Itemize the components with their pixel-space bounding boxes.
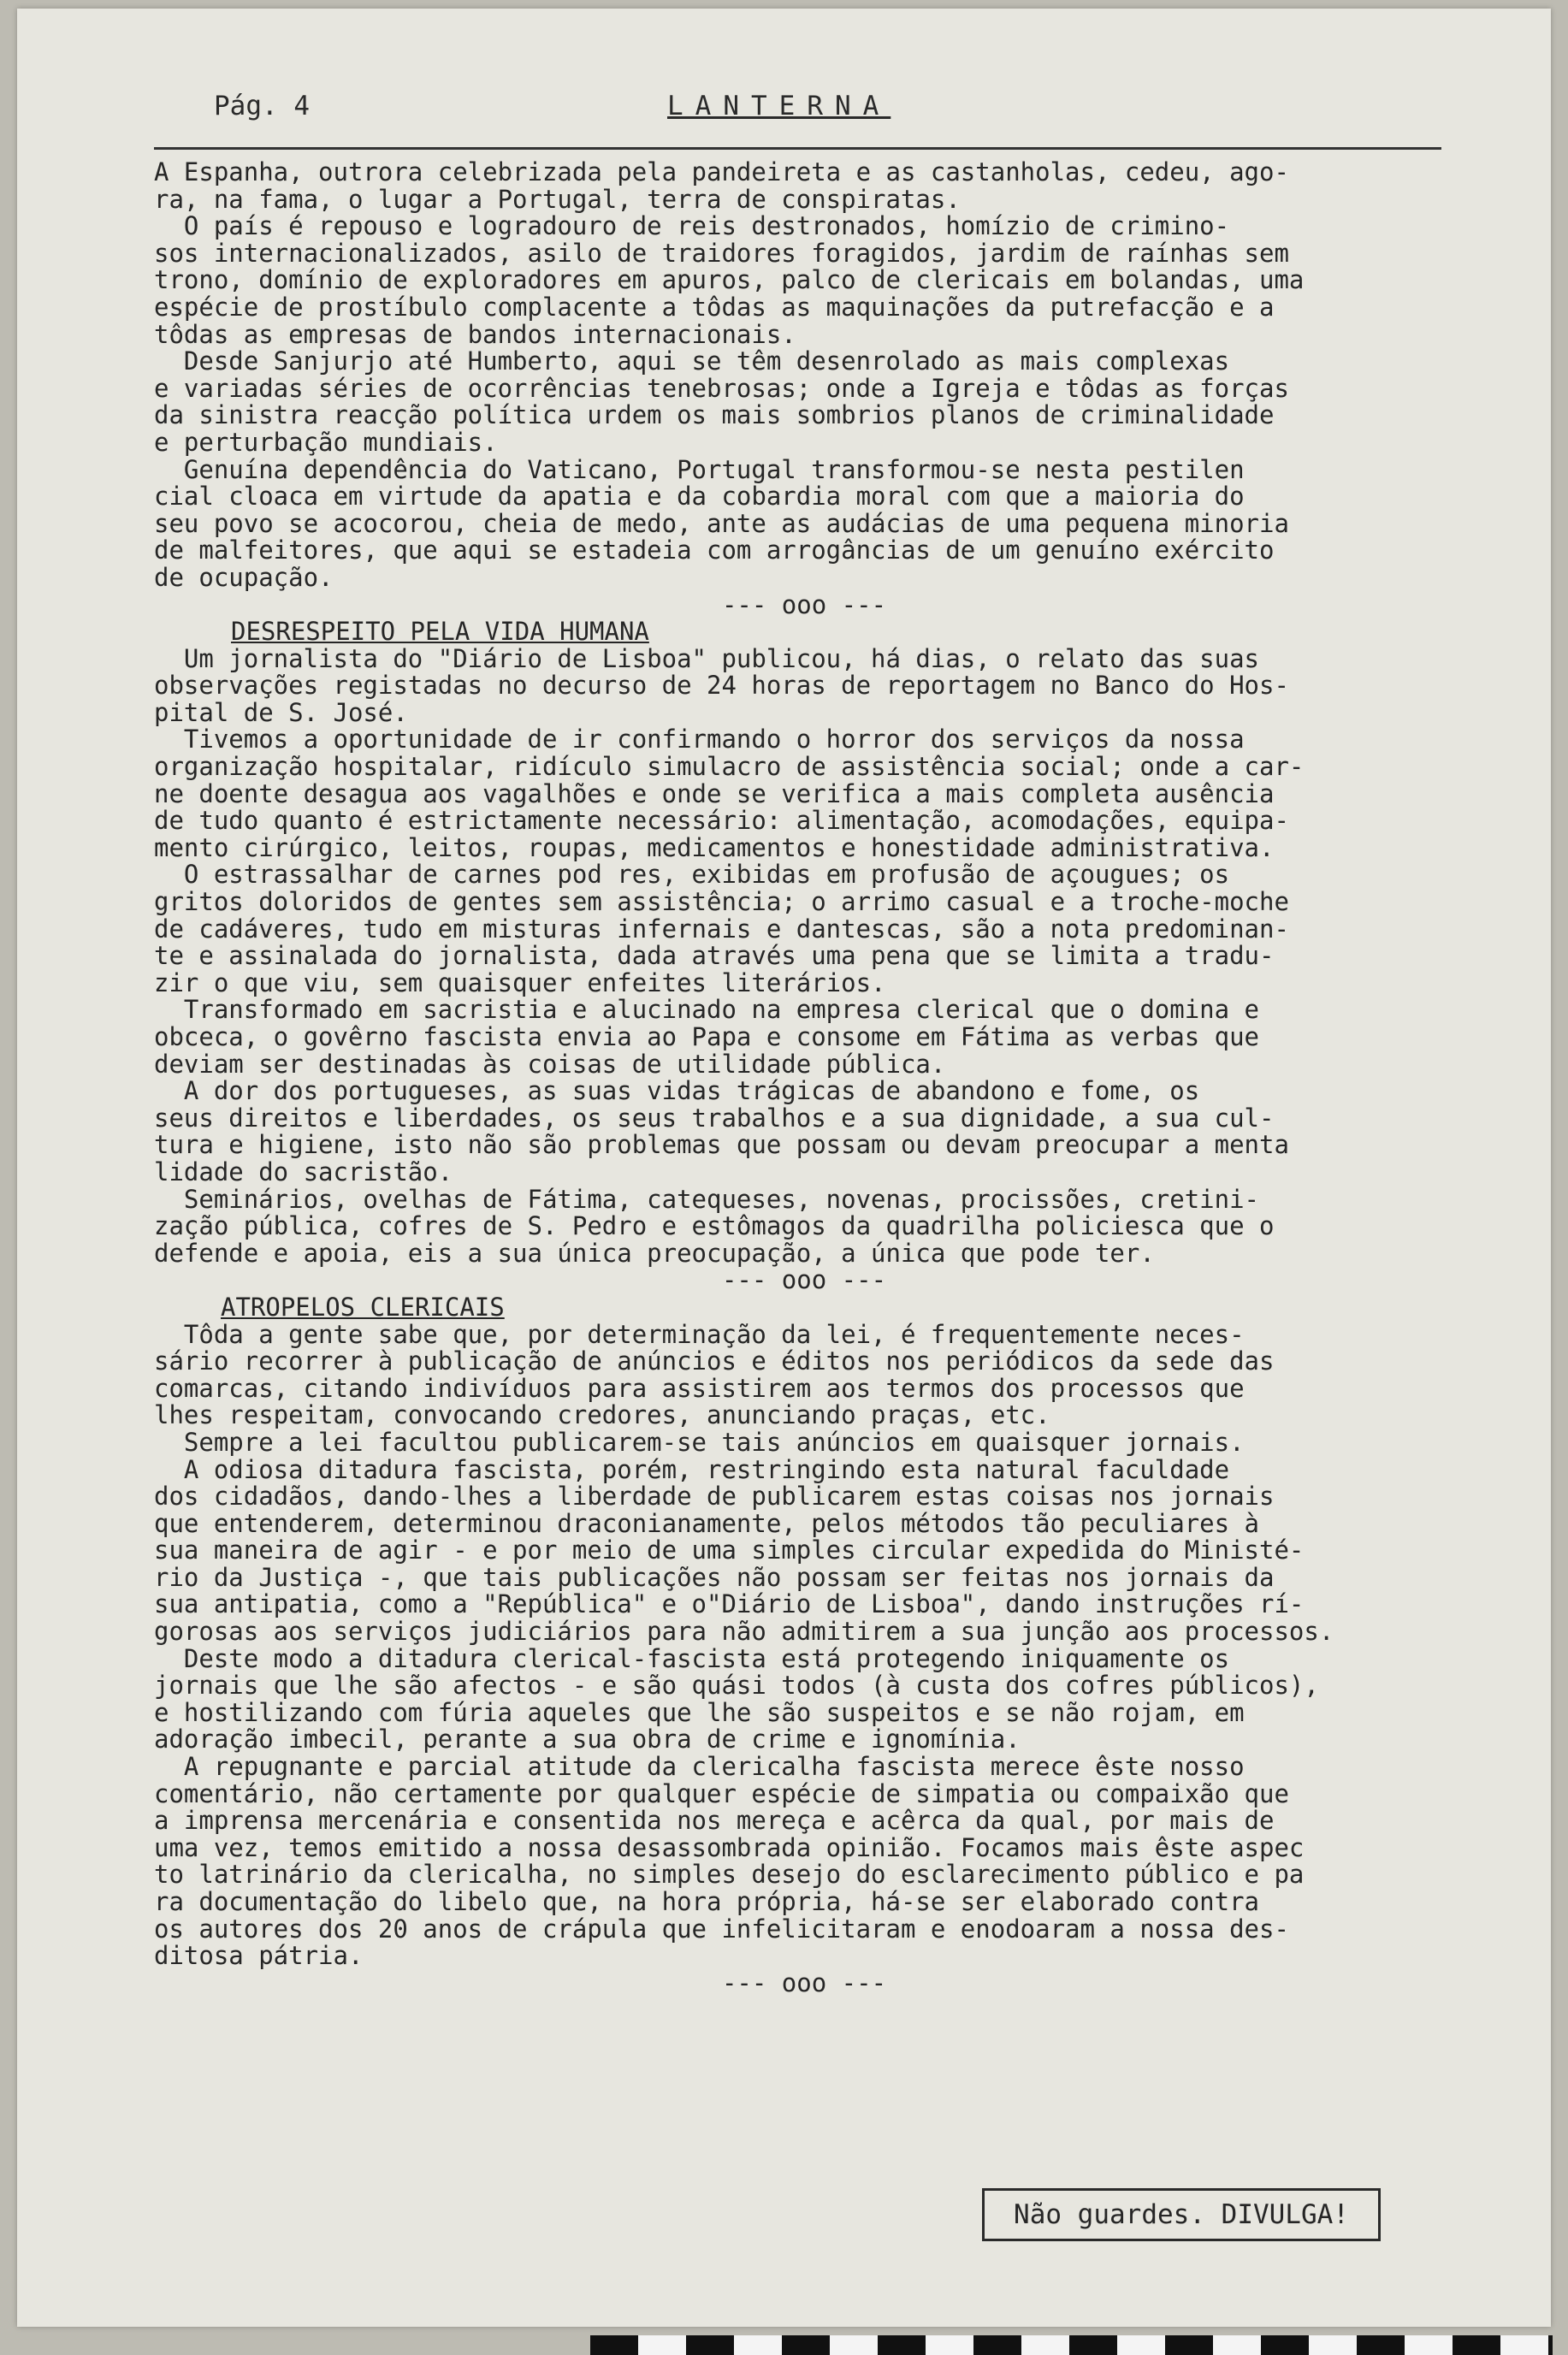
text-line: Genuína dependência do Vaticano, Portugal transformou-se nesta pestilen <box>154 454 1245 484</box>
text-line: ra documentação do libelo que, na hora própria, há-se ser elaborado contra <box>154 1887 1260 1916</box>
text-line: comarcas, citando indivíduos para assistirem aos termos dos processos que <box>154 1373 1245 1403</box>
text-line: dos cidadãos, dando-lhes a liberdade de publicarem estas coisas nos jornais <box>154 1482 1275 1512</box>
text-line: organização hospitalar, ridículo simulacro de assistência social; onde a car- <box>154 752 1305 782</box>
text-line: jornais que lhe são afectos - e são quási todos (à custa dos cofres públicos), <box>154 1671 1319 1701</box>
text-line: comentário, não certamente por qualquer espécie de simpatia ou compaixão que <box>154 1778 1289 1808</box>
text-line: Tivemos a oportunidade de ir confirmando o horror dos serviços da nossa <box>154 725 1245 754</box>
text-line: e perturbação mundiais. <box>154 427 498 457</box>
text-line: cial cloaca em virtude da apatia e da cobardia moral com que a maioria do <box>154 482 1245 512</box>
text-line: adoração imbecil, perante a sua obra de crime e ignomínia. <box>154 1725 1021 1754</box>
text-line: zação pública, cofres de S. Pedro e estômagos da quadrilha policiesca que o <box>154 1211 1275 1241</box>
text-line: Transformado em sacristia e alucinado na empresa clerical que o domina e <box>154 995 1260 1025</box>
text-line: de ocupação. <box>154 562 334 592</box>
separator: --- ooo --- <box>721 1265 887 1295</box>
page-number: Pág. 4 <box>214 91 310 121</box>
text-line: tôdas as empresas de bandos internacionais. <box>154 319 796 349</box>
text-line: A odiosa ditadura fascista, porém, restringindo esta natural faculdade <box>154 1454 1230 1484</box>
text-line: ditosa pátria. <box>154 1941 364 1971</box>
text-line: os autores dos 20 anos de crápula que infelicitaram e enodoaram a nossa des- <box>154 1914 1289 1944</box>
text-line: A dor dos portugueses, as suas vidas trágicas de abandono e fome, os <box>154 1076 1200 1106</box>
text-line: uma vez, temos emitido a nossa desassombrada opinião. Focamos mais êste aspec <box>154 1832 1305 1862</box>
text-line: deviam ser destinadas às coisas de utilidade pública. <box>154 1049 946 1079</box>
text-line: A Espanha, outrora celebrizada pela pandeireta e as castanholas, cedeu, ago- <box>154 157 1289 186</box>
text-line: O estrassalhar de carnes pod res, exibidas em profusão de açougues; os <box>154 860 1230 890</box>
text-line: a imprensa mercenária e consentida nos mereça e acêrca da qual, por mais de <box>154 1806 1275 1836</box>
text-line: A repugnante e parcial atitude da clericalha fascista merece êste nosso <box>154 1752 1245 1782</box>
closing-slogan-box <box>982 2188 1381 2241</box>
separator: --- ooo --- <box>721 589 887 619</box>
text-line: seu povo se acocorou, cheia de medo, ante as audácias de uma pequena minoria <box>154 508 1289 538</box>
text-line: to latrinário da clericalha, no simples desejo do esclarecimento público e pa <box>154 1860 1305 1890</box>
text-line: gritos doloridos de gentes sem assistência; o arrimo casual e a troche-moche <box>154 887 1289 917</box>
text-line: e variadas séries de ocorrências tenebrosas; onde a Igreja e tôdas as forças <box>154 373 1289 403</box>
text-line: espécie de prostíbulo complacente a tôdas as maquinações da putrefacção e a <box>154 292 1275 322</box>
text-line: zir o que viu, sem quaisquer enfeites literários. <box>154 967 886 997</box>
text-line: de cadáveres, tudo em misturas infernais e dantescas, são a nota predominan- <box>154 914 1289 944</box>
text-line: da sinistra reacção política urdem os mais sombrios planos de criminalidade <box>154 400 1275 430</box>
text-line: lhes respeitam, convocando credores, anunciando praças, etc. <box>154 1400 1050 1430</box>
text-line: seus direitos e liberdades, os seus trabalhos e a sua dignidade, a sua cul- <box>154 1103 1275 1133</box>
separator: --- ooo --- <box>721 1967 887 1997</box>
text-line: te e assinalada do jornalista, dada através uma pena que se limita a tradu- <box>154 941 1275 971</box>
document-body <box>154 159 1454 1997</box>
text-line: gorosas aos serviços judiciários para não admitirem a sua junção aos processos. <box>154 1617 1334 1647</box>
article-intro <box>154 159 1454 592</box>
text-line: Desde Sanjurjo até Humberto, aqui se têm desenrolado as mais complexas <box>154 346 1230 376</box>
text-line: sua antipatia, como a "República" e o"Diário de Lisboa", dando instruções rí- <box>154 1589 1305 1619</box>
text-line: que entenderem, determinou draconianamente, pelos métodos tão peculiares à <box>154 1508 1260 1538</box>
scale-bar <box>590 2335 1553 2355</box>
text-line: tura e higiene, isto não são problemas que possam ou devam preocupar a menta <box>154 1130 1289 1160</box>
text-line: Um jornalista do "Diário de Lisboa" publicou, há dias, o relato das suas <box>154 643 1260 673</box>
masthead-title: LANTERNA <box>667 91 891 121</box>
section-desrespeito-text <box>154 643 1454 1268</box>
text-line: pital de S. José. <box>154 697 408 727</box>
text-line: sos internacionalizados, asilo de traidores foragidos, jardim de raínhas sem <box>154 238 1289 268</box>
text-line: de malfeitores, que aqui se estadeia com arrogâncias de um genuíno exército <box>154 535 1275 565</box>
text-line: sua maneira de agir - e por meio de uma simples circular expedida do Ministé- <box>154 1535 1305 1565</box>
text-line: rio da Justiça -, que tais publicações não possam ser feitas nos jornais da <box>154 1562 1275 1592</box>
text-line: O país é repouso e logradouro de reis destronados, homízio de crimino- <box>154 211 1230 241</box>
text-line: obceca, o govêrno fascista envia ao Papa e consome em Fátima as verbas que <box>154 1022 1260 1051</box>
closing-slogan: Não guardes. DIVULGA! <box>1014 2199 1349 2230</box>
text-line: Seminários, ovelhas de Fátima, catequeses, novenas, procissões, cretini- <box>154 1184 1260 1214</box>
text-line: observações registadas no decurso de 24 horas de reportagem no Banco do Hos- <box>154 671 1289 701</box>
text-line: e hostilizando com fúria aqueles que lhe são suspeitos e se não rojam, em <box>154 1697 1245 1727</box>
text-line: ne doente desagua aos vagalhões e onde se verifica a mais completa ausência <box>154 778 1275 808</box>
section-atropelos-text <box>154 1319 1454 1971</box>
section-heading: DESRESPEITO PELA VIDA HUMANA <box>231 617 649 647</box>
page-header <box>214 91 1454 133</box>
header-rule <box>154 147 1441 150</box>
text-line: de tudo quanto é estrictamente necessário: alimentação, acomodações, equipa- <box>154 806 1289 836</box>
text-line: defende e apoia, eis a sua única preocupação, a única que pode ter. <box>154 1238 1155 1268</box>
text-line: Deste modo a ditadura clerical-fascista está protegendo iniquamente os <box>154 1643 1230 1673</box>
text-line: trono, domínio de exploradores em apuros, palco de clericais em bolandas, uma <box>154 265 1305 295</box>
text-line: ra, na fama, o lugar a Portugal, terra de conspiratas. <box>154 184 961 214</box>
section-heading: ATROPELOS CLERICAIS <box>221 1292 505 1322</box>
text-line: Sempre a lei facultou publicarem-se tais anúncios em quaisquer jornais. <box>154 1427 1245 1457</box>
text-line: Tôda a gente sabe que, por determinação da lei, é frequentemente neces- <box>154 1319 1245 1349</box>
text-line: lidade do sacristão. <box>154 1157 453 1186</box>
text-line: sário recorrer à publicação de anúncios e éditos nos periódicos da sede das <box>154 1346 1275 1376</box>
text-line: mento cirúrgico, leitos, roupas, medicamentos e honestidade administrativa. <box>154 832 1275 862</box>
